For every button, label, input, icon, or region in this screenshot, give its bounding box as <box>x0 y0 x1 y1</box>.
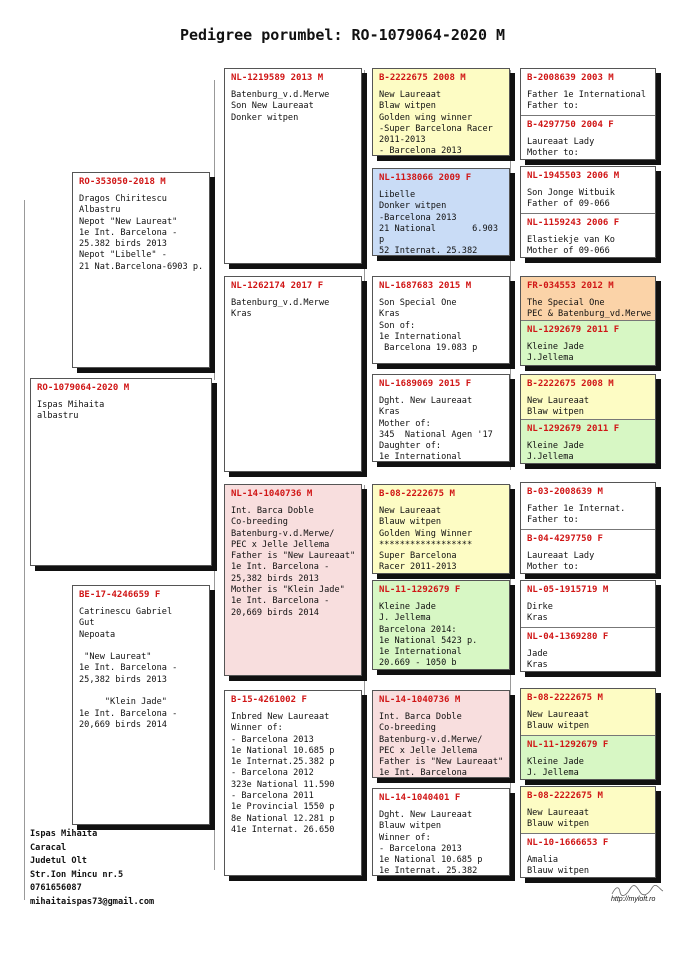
owner-name: Ispas Mihaita <box>30 829 98 839</box>
ring-number: NL-14-1040736 M <box>231 489 313 499</box>
ring-number: NL-1219589 2013 M <box>231 73 324 83</box>
pigeon-details: Dirke Kras <box>527 602 553 624</box>
ring-number: NL-14-1040736 M <box>379 695 461 705</box>
ring-number: B-2008639 2003 M <box>527 73 614 83</box>
pigeon-details: Amalia Blauw witpen <box>527 855 590 877</box>
pigeon-details: New Laureaat Blauw witpen Golden Wing Winner ****************** Super Barcelona Racer 2011-2013 <box>379 506 473 573</box>
ring-number: NL-10-1666653 F <box>527 838 609 848</box>
dam-dam-card[interactable] <box>224 690 362 876</box>
dam-card[interactable] <box>72 585 210 825</box>
owner-phone: 0761656087 <box>30 883 82 893</box>
gen4-card[interactable] <box>372 374 510 462</box>
pigeon-details: Batenburg_v.d.Merwe Son New Laureaat Donker witpen <box>231 90 330 123</box>
pigeon-details: Jade Kras <box>527 649 548 671</box>
pigeon-details: Kleine Jade J.Jellema <box>527 441 584 463</box>
pigeon-details: New Laureaat Blaw witpen <box>527 396 590 418</box>
gen4-card[interactable] <box>372 484 510 574</box>
ring-number: B-2222675 2008 M <box>527 379 614 389</box>
pigeon-details: Laureaat Lady Mother to: <box>527 551 595 573</box>
ring-number: B-04-4297750 F <box>527 534 603 544</box>
gen4-card[interactable] <box>372 168 510 256</box>
pigeon-details: Kleine Jade J. Jellema Barcelona 2014: 1e National 5423 p. 1e International 20.669 - 1050 b <box>379 602 478 669</box>
pigeon-details: New Laureaat Blauw witpen <box>527 808 590 830</box>
ring-number: B-03-2008639 M <box>527 487 603 497</box>
pigeon-details: Dght. New Laureaat Kras Mother of: 345 National Agen '17 Daughter of: 1e International <box>379 396 493 462</box>
ring-number: FR-034553 2012 M <box>527 281 614 291</box>
ring-number: RO-353050-2018 M <box>79 177 166 187</box>
pigeon-details: New Laureaat Blauw witpen <box>527 710 590 732</box>
dam-sire-card[interactable] <box>224 484 362 676</box>
pigeon-details: Kleine Jade J.Jellema <box>527 342 584 364</box>
pigeon-details: Inbred New Laureaat Winner of: - Barcelona 2013 1e National 10.685 p 1e Internat.25.382 p - Barcelona 2012 323e National 11.590 - Barcelona 2011 1e Provincial 1550 p 8e National 12.281 p 41e Internat. 26.650 <box>231 712 335 835</box>
ring-number: RO-1079064-2020 M <box>37 383 130 393</box>
gen5-pair-card[interactable] <box>520 580 656 672</box>
pigeon-details: Libelle Donker witpen -Barcelona 2013 21 National 6.903 p 52 Internat. 25.382 <box>379 190 498 256</box>
ring-number: NL-1138066 2009 F <box>379 173 472 183</box>
gen4-card[interactable] <box>372 68 510 156</box>
owner-street: Str.Ion Mincu nr.5 <box>30 869 124 880</box>
page-title: Pedigree porumbel: RO-1079064-2020 M <box>179 26 506 44</box>
owner-county: Judetul Olt <box>30 856 87 866</box>
gen5-pair-card[interactable] <box>520 374 656 464</box>
ring-number: NL-11-1292679 F <box>527 740 609 750</box>
sire-dam-card[interactable] <box>224 276 362 472</box>
gen5-pair-card[interactable] <box>520 166 656 258</box>
sire-sire-card[interactable] <box>224 68 362 264</box>
ring-number: B-4297750 2004 F <box>527 120 614 130</box>
ring-number: B-08-2222675 M <box>379 489 455 499</box>
gen4-card[interactable] <box>372 580 510 670</box>
owner-email[interactable]: mihaitaispas73@gmail.com <box>30 896 155 907</box>
connector-line <box>510 485 511 875</box>
website-link[interactable]: http://myloft.ro <box>611 896 656 903</box>
ring-number: B-2222675 2008 M <box>379 73 466 83</box>
pigeon-details: Dragos Chiritescu Albastru Nepot "New Laureat" 1e Int. Barcelona - 25.382 birds 2013 Nepot "Libelle" - 21 Nat.Barcelona-6903 p. <box>79 194 204 272</box>
gen5-pair-card[interactable] <box>520 688 656 780</box>
connector-line <box>364 485 365 875</box>
ring-number: B-08-2222675 M <box>527 693 603 703</box>
sire-card[interactable] <box>72 172 210 368</box>
connector-line <box>24 200 25 900</box>
ring-number: NL-05-1915719 M <box>527 585 609 595</box>
pigeon-details: Catrinescu Gabriel Gut Nepoata "New Laureat" 1e Int. Barcelona - 25,382 birds 2013 "Klein Jade" 1e Int. Barcelona - 20,669 birds 2014 <box>79 607 178 730</box>
pigeon-details: Dght. New Laureaat Blauw witpen Winner of: - Barcelona 2013 1e National 10.685 p 1e Internat. 25.382 <box>379 810 483 876</box>
ring-number: NL-1292679 2011 F <box>527 325 620 335</box>
pigeon-details: The Special One PEC & Batenburg_vd.Merwe <box>527 298 652 320</box>
pigeon-details: Father 1e Internat. Father to: <box>527 504 626 526</box>
pigeon-details: Son Jonge Witbuik Father of 09-066 <box>527 188 615 210</box>
ring-number: NL-11-1292679 F <box>379 585 461 595</box>
pigeon-details: Elastiekje van Ko Mother of 09-066 <box>527 235 615 257</box>
pigeon-details: Kleine Jade J. Jellema <box>527 757 584 779</box>
pigeon-details: Batenburg_v.d.Merwe Kras <box>231 298 330 320</box>
subject-card[interactable] <box>30 378 212 566</box>
pigeon-details: Ispas Mihaita albastru <box>37 400 105 422</box>
ring-number: NL-1262174 2017 F <box>231 281 324 291</box>
connector-line <box>214 490 215 870</box>
ring-number: NL-1159243 2006 F <box>527 218 620 228</box>
gen5-pair-card[interactable] <box>520 786 656 878</box>
ring-number: NL-1292679 2011 F <box>527 424 620 434</box>
pigeon-details: Father 1e International Father to: <box>527 90 646 112</box>
pigeon-details: New Laureaat Blaw witpen Golden wing winner -Super Barcelona Racer 2011-2013 - Barcelona 2013 <box>379 90 493 156</box>
gen5-pair-card[interactable] <box>520 276 656 366</box>
ring-number: B-15-4261002 F <box>231 695 307 705</box>
owner-city: Caracal <box>30 842 67 853</box>
owner-address <box>30 828 154 909</box>
pigeon-details: Son Special One Kras Son of: 1e International Barcelona 19.083 p <box>379 298 478 354</box>
gen4-card[interactable] <box>372 276 510 364</box>
pigeon-details: Laureaat Lady Mother to: <box>527 137 595 159</box>
ring-number: B-08-2222675 M <box>527 791 603 801</box>
connector-line <box>214 80 215 380</box>
pigeon-details: Int. Barca Doble Co-breeding Batenburg-v.d.Merwe/ PEC x Jelle Jellema Father is "New Laureaat" 1e Int. Barcelona - 25,382 birds 2013 Mother is "Klein Jade" 1e Int. Barcelona - 20,669 birds 2014 <box>231 506 356 618</box>
gen4-card[interactable] <box>372 690 510 778</box>
ring-number: NL-1689069 2015 F <box>379 379 472 389</box>
connector-line <box>510 70 511 470</box>
ring-number: NL-1945503 2006 M <box>527 171 620 181</box>
gen5-pair-card[interactable] <box>520 482 656 574</box>
gen5-pair-card[interactable] <box>520 68 656 160</box>
ring-number: NL-04-1369280 F <box>527 632 609 642</box>
ring-number: NL-14-1040401 F <box>379 793 461 803</box>
pigeon-details: Int. Barca Doble Co-breeding Batenburg-v.d.Merwe/ PEC x Jelle Jellema Father is "New Laureaat" 1e Int. Barcelona <box>379 712 504 778</box>
gen4-card[interactable] <box>372 788 510 876</box>
ring-number: NL-1687683 2015 M <box>379 281 472 291</box>
ring-number: BE-17-4246659 F <box>79 590 161 600</box>
connector-line <box>364 70 365 470</box>
